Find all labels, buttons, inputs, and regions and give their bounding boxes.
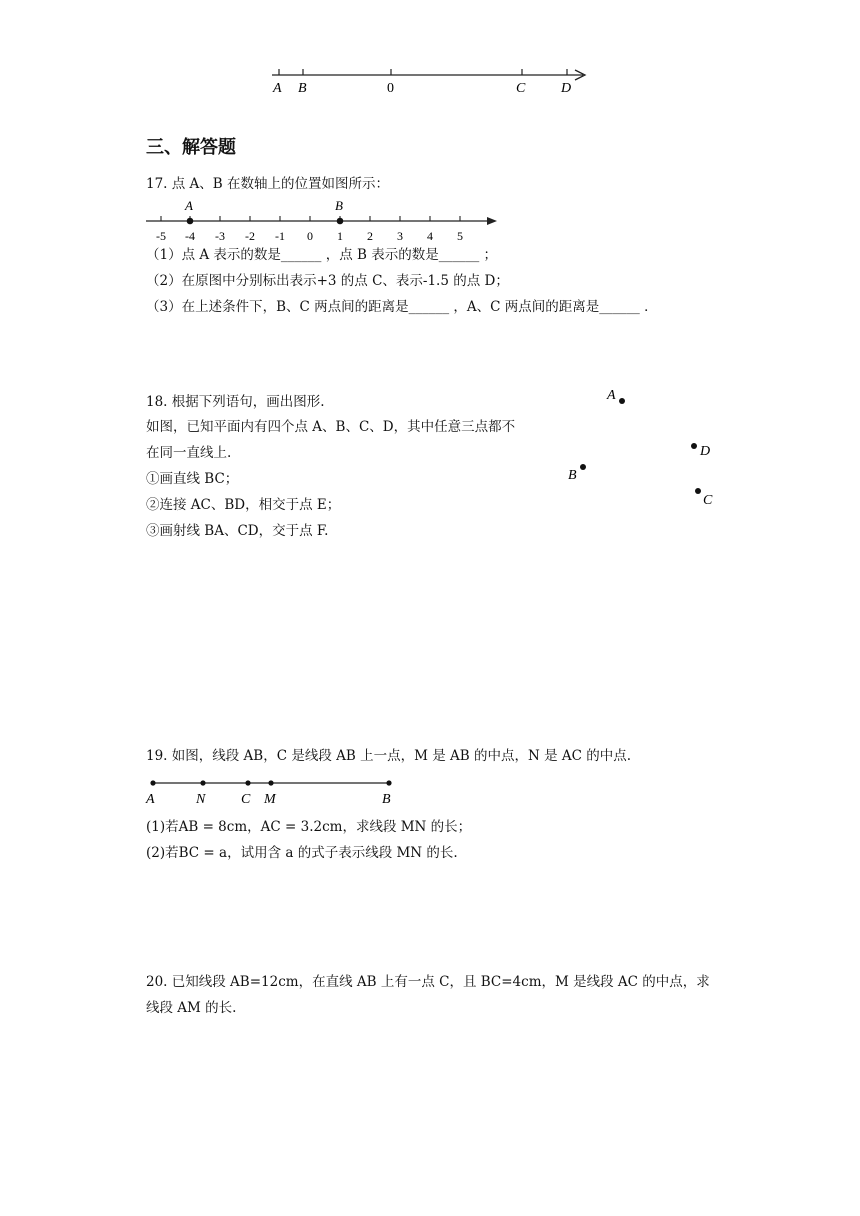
q18-point-b-dot — [580, 464, 586, 470]
q17-tick-label: 3 — [397, 229, 403, 243]
q18-step1: ①画直线 BC； — [146, 471, 239, 487]
q18-step2: ②连接 AC、BD，相交于点 E； — [146, 497, 341, 513]
q18-point-d-dot — [691, 443, 697, 449]
q19-label-c: C — [241, 792, 251, 807]
q18-stem-line3: 在同一直线上. — [146, 445, 232, 461]
q18-points-figure — [560, 380, 730, 515]
q17-tick-label: 2 — [367, 229, 373, 243]
q17-tick-label: 1 — [337, 229, 343, 243]
q19-part2: (2)若BC = a，试用含 a 的式子表示线段 MN 的长. — [146, 845, 458, 861]
q18-point-a-label: A — [607, 388, 616, 403]
q17-tick-label: -4 — [185, 229, 195, 243]
q18-stem-line2: 如图，已知平面内有四个点 A、B、C、D，其中任意三点都不 — [146, 419, 516, 435]
q19-label-a: A — [146, 792, 155, 807]
q19-segment-figure — [140, 774, 400, 810]
q17-tick-label: 5 — [457, 229, 463, 243]
q18-point-a-dot — [619, 398, 625, 404]
q17-tick-label: -1 — [275, 229, 285, 243]
top-axis-label-0: 0 — [387, 81, 394, 96]
q17-point-b-label: B — [335, 198, 343, 213]
q19-label-b: B — [382, 792, 391, 807]
q17-part1: （1）点 A 表示的数是______ ，点 B 表示的数是______ ； — [146, 247, 498, 263]
q18-step3: ③画射线 BA、CD，交于点 F. — [146, 523, 329, 539]
q17-tick-label: 0 — [307, 229, 313, 243]
q18-point-c-label: C — [703, 493, 713, 508]
top-number-line — [265, 62, 595, 98]
q19-label-m: M — [264, 792, 276, 807]
q17-tick-label: -3 — [215, 229, 225, 243]
top-axis-label-d: D — [561, 81, 572, 96]
q17-point-a-label: A — [185, 198, 193, 213]
q20-stem-line1: 20. 已知线段 AB=12cm，在直线 AB 上有一点 C，且 BC=4cm，M 是线段 AC 的中点，求 — [146, 974, 710, 990]
top-axis-label-c: C — [516, 81, 526, 96]
q19-stem: 19. 如图，线段 AB，C 是线段 AB 上一点，M 是 AB 的中点，N 是 AC 的中点. — [146, 748, 632, 764]
q17-part3: （3）在上述条件下，B、C 两点间的距离是______ ，A、C 两点间的距离是______ ． — [146, 299, 658, 315]
q17-tick-label: 4 — [427, 229, 433, 243]
q17-tick-label: -5 — [156, 229, 166, 243]
q18-point-b-label: B — [568, 468, 577, 483]
q18-point-d-label: D — [700, 444, 711, 459]
q19-label-n: N — [196, 792, 206, 807]
q18-stem-line1: 18. 根据下列语句，画出图形. — [146, 394, 325, 410]
q18-point-c-dot — [695, 488, 701, 494]
q17-tick-label: -2 — [245, 229, 255, 243]
section-title: 三、解答题 — [146, 137, 236, 158]
top-axis-label-a: A — [273, 81, 282, 96]
q17-point-a-dot — [187, 218, 194, 225]
top-axis-label-b: B — [298, 81, 307, 96]
q17-number-line — [144, 196, 504, 246]
q17-point-b-dot — [337, 218, 344, 225]
q20-stem-line2: 线段 AM 的长. — [146, 1000, 237, 1016]
q17-part2: （2）在原图中分别标出表示+3 的点 C、表示-1.5 的点 D； — [146, 273, 509, 289]
q17-stem: 17. 点 A、B 在数轴上的位置如图所示： — [146, 176, 390, 192]
q19-part1: (1)若AB = 8cm，AC = 3.2cm，求线段 MN 的长； — [146, 819, 472, 835]
